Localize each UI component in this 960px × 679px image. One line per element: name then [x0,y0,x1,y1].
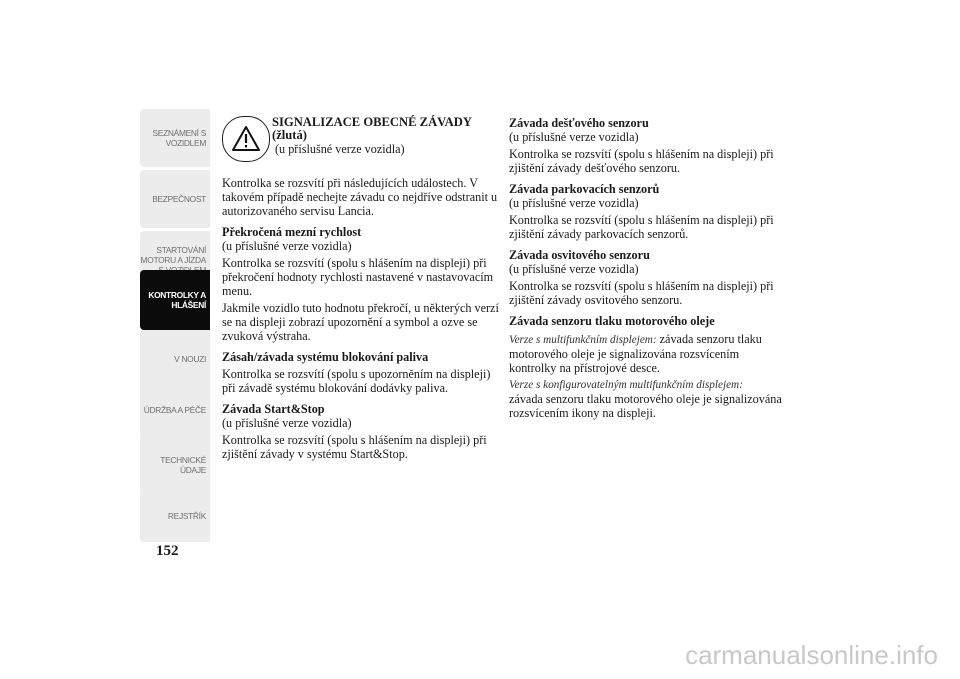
speed-text-1: Kontrolka se rozsvítí (spolu s hlášením na displeji) při překročení hodnoty rychlosti nastavené v nastavovacím menu. [222,256,494,298]
sidebar-tab-udrzba[interactable]: ÚDRŽBA A PÉČE [140,381,210,439]
parking-sensor-text: Kontrolka se rozsvítí (spolu s hlášením na displeji) při zjištění závady parkovacích senzorů. [509,213,774,241]
oil-config-text: závada senzoru tlaku motorového oleje je signalizována rozsvícením ikony na displeji. [509,392,782,420]
start-stop-heading: Závada Start&Stop [222,402,325,416]
sidebar-tab-v-nouzi[interactable]: V NOUZI [140,330,210,388]
rain-sensor-version: (u příslušné verze vozidla) [509,130,639,144]
sidebar-tab-kontrolky[interactable]: KONTROLKY A HLÁŠENÍ [140,270,210,330]
parking-sensor-version: (u příslušné verze vozidla) [509,196,639,210]
light-sensor-heading: Závada osvitového senzoru [509,248,650,262]
sidebar-tab-technicke[interactable]: TECHNICKÉ ÚDAJE [140,436,210,494]
sidebar-tab-seznameni[interactable]: SEZNÁMENÍ S VOZIDLEM [140,109,210,167]
intro-text: Kontrolka se rozsvítí při následujících událostech. V takovém případě nechejte závadu co nejdříve odstranit u autorizovaného servisu Lancia. [222,176,498,218]
section-subtitle: (u příslušné verze vozidla) [275,142,405,156]
page-number: 152 [156,543,179,559]
oil-multi-label: Verze s multifunkčním displejem: [509,334,657,346]
rain-sensor-text: Kontrolka se rozsvítí (spolu s hlášením na displeji) při zjištění závady dešťového senzoru. [509,147,774,175]
sidebar-tab-rejstrik[interactable]: REJSTŘÍK [140,490,210,542]
oil-config-label: Verze s konfigurovatelným multifunkčním displejem: [509,379,743,391]
parking-sensor-heading: Závada parkovacích senzorů [509,182,660,196]
right-column [509,116,789,420]
fuel-block-heading: Zásah/závada systému blokování paliva [222,350,429,364]
section-title: SIGNALIZACE OBECNÉ ZÁVADY (žlutá) [272,115,472,142]
oil-multi-paragraph [509,332,789,375]
fuel-block-text: Kontrolka se rozsvítí (spolu s upozorněním na displeji) při závadě systému blokování dodávky paliva. [222,367,491,395]
warning-header [222,116,500,174]
left-column [222,116,500,461]
sidebar-tab-bezpecnost[interactable]: BEZPEČNOST [140,170,210,228]
start-stop-version: (u příslušné verze vozidla) [222,416,352,430]
warning-triangle-icon [222,116,270,162]
speed-text-2: Jakmile vozidlo tuto hodnotu překročí, u některých verzí se na displeji zobrazí upozornění a symbol a ozve se zvuková výstraha. [222,301,499,343]
start-stop-text: Kontrolka se rozsvítí (spolu s hlášením na displeji) při zjištění závady v systému Start&Stop. [222,433,487,461]
oil-sensor-heading: Závada senzoru tlaku motorového oleje [509,314,715,328]
light-sensor-version: (u příslušné verze vozidla) [509,262,639,276]
sidebar-tab-startovani[interactable]: STARTOVÁNÍ MOTORU A JÍZDA [140,231,210,289]
watermark: carmanualsonline.info [685,640,938,670]
rain-sensor-heading: Závada dešťového senzoru [509,116,649,130]
oil-multi-text: závada senzoru tlaku motorového oleje je signalizována rozsvícením kontrolky na přístrojové desce. [509,332,762,375]
speed-heading: Překročená mezní rychlost [222,225,362,239]
light-sensor-text: Kontrolka se rozsvítí (spolu s hlášením na displeji) při zjištění závady osvitového senzoru. [509,279,774,307]
speed-version: (u příslušné verze vozidla) [222,239,352,253]
